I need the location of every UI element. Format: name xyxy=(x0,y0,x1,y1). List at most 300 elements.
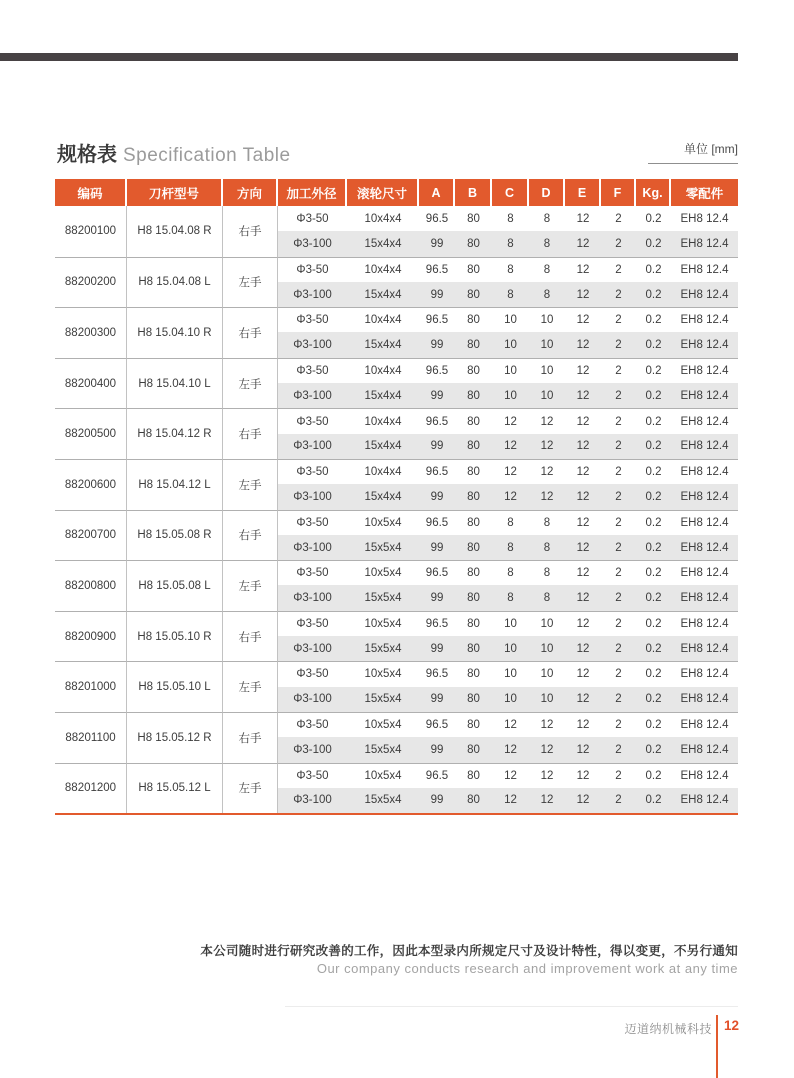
cell-value: 12 xyxy=(565,459,601,484)
cell-value: 2 xyxy=(601,763,636,788)
cell-value: 12 xyxy=(565,358,601,383)
cell-value: 2 xyxy=(601,307,636,332)
cell-value: 2 xyxy=(601,282,636,307)
cell-value: 12 xyxy=(565,737,601,762)
cell-value: Φ3-50 xyxy=(278,510,347,535)
cell-value: 12 xyxy=(565,611,601,636)
cell-value: 12 xyxy=(565,383,601,408)
cell-value: Φ3-50 xyxy=(278,712,347,737)
cell-value: 10x5x4 xyxy=(347,611,419,636)
cell-value: 80 xyxy=(455,434,492,459)
cell-value: Φ3-100 xyxy=(278,332,347,357)
cell-value: 99 xyxy=(419,585,455,610)
cell-value: 0.2 xyxy=(636,206,671,231)
cell-value: 80 xyxy=(455,661,492,686)
cell-value: EH8 12.4 xyxy=(671,307,738,332)
cell-value: 8 xyxy=(492,206,529,231)
cell-value: Φ3-50 xyxy=(278,358,347,383)
cell-value: 12 xyxy=(529,763,565,788)
cell-value: 80 xyxy=(455,611,492,636)
cell-value: EH8 12.4 xyxy=(671,231,738,256)
column-header: F xyxy=(601,179,636,206)
cell-value: 10x4x4 xyxy=(347,257,419,282)
cell-value: 10 xyxy=(492,332,529,357)
cell-value: 12 xyxy=(492,408,529,433)
cell-value: 10 xyxy=(492,383,529,408)
cell-value: 0.2 xyxy=(636,661,671,686)
cell-value: 10x5x4 xyxy=(347,510,419,535)
cell-direction: 左手 xyxy=(223,560,278,611)
cell-value: EH8 12.4 xyxy=(671,687,738,712)
cell-value: 15x4x4 xyxy=(347,332,419,357)
cell-value: Φ3-100 xyxy=(278,383,347,408)
cell-value: 10 xyxy=(529,332,565,357)
cell-code: 88200700 xyxy=(55,510,127,561)
cell-value: 8 xyxy=(529,510,565,535)
unit-underline xyxy=(648,163,738,164)
cell-value: 80 xyxy=(455,585,492,610)
cell-value: 80 xyxy=(455,484,492,509)
cell-value: 96.5 xyxy=(419,307,455,332)
cell-value: Φ3-50 xyxy=(278,611,347,636)
cell-code: 88200600 xyxy=(55,459,127,510)
cell-value: 99 xyxy=(419,231,455,256)
cell-value: 2 xyxy=(601,257,636,282)
cell-value: Φ3-100 xyxy=(278,484,347,509)
cell-value: EH8 12.4 xyxy=(671,206,738,231)
cell-value: 15x5x4 xyxy=(347,636,419,661)
cell-model: H8 15.04.10 R xyxy=(127,307,223,358)
cell-value: 2 xyxy=(601,358,636,383)
cell-value: 0.2 xyxy=(636,231,671,256)
cell-value: 8 xyxy=(529,282,565,307)
cell-value: 80 xyxy=(455,788,492,813)
cell-value: 10 xyxy=(529,358,565,383)
cell-value: 12 xyxy=(565,687,601,712)
cell-value: 2 xyxy=(601,484,636,509)
cell-model: H8 15.05.08 L xyxy=(127,560,223,611)
page-number: 12 xyxy=(724,1018,740,1033)
cell-model: H8 15.04.08 R xyxy=(127,206,223,257)
cell-value: 10x4x4 xyxy=(347,206,419,231)
cell-value: 15x5x4 xyxy=(347,788,419,813)
cell-value: 2 xyxy=(601,459,636,484)
cell-value: 12 xyxy=(565,434,601,459)
cell-direction: 左手 xyxy=(223,358,278,409)
cell-value: 0.2 xyxy=(636,737,671,762)
cell-value: 2 xyxy=(601,585,636,610)
cell-value: 0.2 xyxy=(636,332,671,357)
cell-value: 10x4x4 xyxy=(347,358,419,383)
cell-value: 12 xyxy=(492,788,529,813)
cell-value: 0.2 xyxy=(636,484,671,509)
cell-direction: 左手 xyxy=(223,661,278,712)
cell-value: 12 xyxy=(565,282,601,307)
cell-value: 0.2 xyxy=(636,535,671,560)
cell-value: 12 xyxy=(492,484,529,509)
cell-code: 88201000 xyxy=(55,661,127,712)
cell-value: 80 xyxy=(455,535,492,560)
cell-value: Φ3-100 xyxy=(278,282,347,307)
cell-direction: 左手 xyxy=(223,257,278,308)
cell-code: 88200300 xyxy=(55,307,127,358)
section-title-zh: 规格表 xyxy=(57,144,117,166)
cell-value: 10x5x4 xyxy=(347,560,419,585)
cell-value: 0.2 xyxy=(636,585,671,610)
cell-code: 88200400 xyxy=(55,358,127,409)
spec-row xyxy=(55,712,738,737)
cell-value: 99 xyxy=(419,687,455,712)
column-header: 方向 xyxy=(223,179,278,206)
cell-value: EH8 12.4 xyxy=(671,535,738,560)
cell-value: EH8 12.4 xyxy=(671,434,738,459)
cell-value: 0.2 xyxy=(636,763,671,788)
cell-value: Φ3-50 xyxy=(278,206,347,231)
cell-value: 12 xyxy=(492,459,529,484)
cell-direction: 右手 xyxy=(223,408,278,459)
cell-model: H8 15.05.12 L xyxy=(127,763,223,814)
cell-value: 12 xyxy=(565,307,601,332)
cell-value: 10 xyxy=(492,611,529,636)
unit-note xyxy=(648,140,738,164)
footer-divider xyxy=(285,1006,738,1007)
cell-value: 0.2 xyxy=(636,636,671,661)
cell-value: 15x4x4 xyxy=(347,231,419,256)
cell-value: 0.2 xyxy=(636,788,671,813)
spec-table-head xyxy=(55,179,738,206)
spec-row xyxy=(55,459,738,484)
cell-value: 12 xyxy=(529,459,565,484)
cell-value: EH8 12.4 xyxy=(671,636,738,661)
cell-value: 15x4x4 xyxy=(347,484,419,509)
cell-value: 0.2 xyxy=(636,434,671,459)
cell-value: Φ3-100 xyxy=(278,788,347,813)
cell-value: 8 xyxy=(492,257,529,282)
cell-value: 2 xyxy=(601,560,636,585)
spec-table xyxy=(55,179,738,813)
spec-row xyxy=(55,257,738,282)
cell-model: H8 15.05.08 R xyxy=(127,510,223,561)
cell-direction: 右手 xyxy=(223,712,278,763)
cell-value: 0.2 xyxy=(636,712,671,737)
cell-model: H8 15.05.10 L xyxy=(127,661,223,712)
cell-value: Φ3-50 xyxy=(278,661,347,686)
cell-value: EH8 12.4 xyxy=(671,282,738,307)
spec-row xyxy=(55,206,738,231)
column-header: 滚轮尺寸 xyxy=(347,179,419,206)
column-header: D xyxy=(529,179,565,206)
cell-value: 12 xyxy=(565,257,601,282)
cell-value: 0.2 xyxy=(636,307,671,332)
cell-direction: 左手 xyxy=(223,459,278,510)
cell-value: 8 xyxy=(492,560,529,585)
cell-value: 96.5 xyxy=(419,358,455,383)
cell-value: 99 xyxy=(419,434,455,459)
cell-value: 80 xyxy=(455,560,492,585)
cell-value: Φ3-50 xyxy=(278,307,347,332)
cell-value: 10 xyxy=(529,383,565,408)
cell-direction: 右手 xyxy=(223,206,278,257)
cell-value: 8 xyxy=(529,231,565,256)
cell-value: 15x4x4 xyxy=(347,434,419,459)
cell-model: H8 15.05.12 R xyxy=(127,712,223,763)
cell-value: 12 xyxy=(565,408,601,433)
cell-value: 96.5 xyxy=(419,408,455,433)
cell-value: 10 xyxy=(529,661,565,686)
spec-table-wrap xyxy=(55,179,738,815)
cell-value: 99 xyxy=(419,788,455,813)
cell-value: 2 xyxy=(601,535,636,560)
cell-value: 12 xyxy=(565,510,601,535)
cell-value: 0.2 xyxy=(636,282,671,307)
cell-value: 96.5 xyxy=(419,560,455,585)
cell-value: 96.5 xyxy=(419,611,455,636)
cell-value: 96.5 xyxy=(419,206,455,231)
cell-value: 0.2 xyxy=(636,408,671,433)
cell-value: 80 xyxy=(455,206,492,231)
cell-value: 12 xyxy=(492,434,529,459)
cell-value: 80 xyxy=(455,459,492,484)
cell-code: 88201100 xyxy=(55,712,127,763)
column-header: Kg. xyxy=(636,179,671,206)
cell-value: 15x5x4 xyxy=(347,737,419,762)
cell-value: 10 xyxy=(529,687,565,712)
cell-value: 8 xyxy=(529,257,565,282)
cell-value: 96.5 xyxy=(419,661,455,686)
cell-value: 2 xyxy=(601,332,636,357)
cell-value: 2 xyxy=(601,788,636,813)
cell-value: 10 xyxy=(492,636,529,661)
cell-value: 0.2 xyxy=(636,459,671,484)
cell-code: 88200200 xyxy=(55,257,127,308)
cell-value: 96.5 xyxy=(419,510,455,535)
column-header: 刀杆型号 xyxy=(127,179,223,206)
cell-value: 15x4x4 xyxy=(347,282,419,307)
cell-value: Φ3-100 xyxy=(278,687,347,712)
cell-value: 8 xyxy=(492,535,529,560)
cell-value: 96.5 xyxy=(419,763,455,788)
cell-value: 0.2 xyxy=(636,611,671,636)
cell-value: 99 xyxy=(419,332,455,357)
cell-value: 99 xyxy=(419,282,455,307)
cell-value: 10x5x4 xyxy=(347,712,419,737)
cell-value: 2 xyxy=(601,712,636,737)
cell-value: EH8 12.4 xyxy=(671,585,738,610)
cell-value: 15x5x4 xyxy=(347,535,419,560)
cell-value: EH8 12.4 xyxy=(671,510,738,535)
column-header: 加工外径 xyxy=(278,179,347,206)
cell-value: Φ3-100 xyxy=(278,535,347,560)
cell-value: 0.2 xyxy=(636,383,671,408)
cell-value: 12 xyxy=(565,535,601,560)
cell-model: H8 15.05.10 R xyxy=(127,611,223,662)
cell-value: 80 xyxy=(455,231,492,256)
cell-value: 80 xyxy=(455,636,492,661)
cell-value: 80 xyxy=(455,307,492,332)
column-header: A xyxy=(419,179,455,206)
header-row xyxy=(55,179,738,206)
cell-value: 2 xyxy=(601,408,636,433)
cell-value: 12 xyxy=(565,585,601,610)
footer-separator-line xyxy=(716,1015,718,1078)
cell-value: 96.5 xyxy=(419,712,455,737)
cell-value: 2 xyxy=(601,434,636,459)
column-header: 零配件 xyxy=(671,179,738,206)
cell-model: H8 15.04.12 R xyxy=(127,408,223,459)
cell-code: 88200900 xyxy=(55,611,127,662)
column-header: B xyxy=(455,179,492,206)
column-header: C xyxy=(492,179,529,206)
cell-value: EH8 12.4 xyxy=(671,763,738,788)
spec-row xyxy=(55,560,738,585)
cell-value: 80 xyxy=(455,687,492,712)
cell-value: EH8 12.4 xyxy=(671,788,738,813)
cell-value: 96.5 xyxy=(419,459,455,484)
cell-value: 2 xyxy=(601,687,636,712)
cell-value: 99 xyxy=(419,737,455,762)
cell-value: 80 xyxy=(455,358,492,383)
cell-direction: 右手 xyxy=(223,611,278,662)
cell-value: EH8 12.4 xyxy=(671,332,738,357)
cell-direction: 右手 xyxy=(223,307,278,358)
cell-model: H8 15.04.10 L xyxy=(127,358,223,409)
cell-value: 2 xyxy=(601,383,636,408)
cell-value: 80 xyxy=(455,408,492,433)
cell-value: EH8 12.4 xyxy=(671,712,738,737)
cell-value: EH8 12.4 xyxy=(671,661,738,686)
spec-row xyxy=(55,763,738,788)
cell-value: 12 xyxy=(492,763,529,788)
cell-direction: 右手 xyxy=(223,510,278,561)
cell-value: 80 xyxy=(455,737,492,762)
cell-value: 0.2 xyxy=(636,560,671,585)
cell-value: 80 xyxy=(455,763,492,788)
spec-row xyxy=(55,358,738,383)
spec-row xyxy=(55,307,738,332)
cell-value: 99 xyxy=(419,484,455,509)
cell-value: 8 xyxy=(529,560,565,585)
cell-value: 8 xyxy=(492,282,529,307)
cell-value: 12 xyxy=(565,332,601,357)
cell-value: EH8 12.4 xyxy=(671,257,738,282)
cell-value: EH8 12.4 xyxy=(671,737,738,762)
cell-value: Φ3-50 xyxy=(278,459,347,484)
cell-value: 0.2 xyxy=(636,257,671,282)
cell-value: 12 xyxy=(565,712,601,737)
spec-row xyxy=(55,611,738,636)
cell-value: Φ3-100 xyxy=(278,585,347,610)
cell-value: EH8 12.4 xyxy=(671,484,738,509)
cell-value: 8 xyxy=(529,535,565,560)
cell-direction: 左手 xyxy=(223,763,278,814)
cell-model: H8 15.04.08 L xyxy=(127,257,223,308)
column-header: E xyxy=(565,179,601,206)
cell-value: 12 xyxy=(565,661,601,686)
cell-value: 12 xyxy=(529,788,565,813)
disclaimer-zh: 本公司随时进行研究改善的工作，因此本型录内所规定尺寸及设计特性，得以变更，不另行通知 xyxy=(200,944,738,958)
section-title xyxy=(57,138,738,168)
cell-value: Φ3-100 xyxy=(278,636,347,661)
cell-code: 88200100 xyxy=(55,206,127,257)
cell-code: 88200800 xyxy=(55,560,127,611)
cell-value: 80 xyxy=(455,257,492,282)
unit-label: 单位 [mm] xyxy=(684,142,738,156)
cell-value: 80 xyxy=(455,712,492,737)
cell-value: Φ3-50 xyxy=(278,257,347,282)
cell-value: Φ3-100 xyxy=(278,231,347,256)
cell-value: 0.2 xyxy=(636,510,671,535)
cell-value: 99 xyxy=(419,383,455,408)
cell-value: 2 xyxy=(601,231,636,256)
cell-value: 10 xyxy=(492,307,529,332)
cell-value: 10 xyxy=(492,687,529,712)
cell-code: 88200500 xyxy=(55,408,127,459)
cell-value: 99 xyxy=(419,636,455,661)
cell-value: 2 xyxy=(601,737,636,762)
cell-value: Φ3-100 xyxy=(278,434,347,459)
cell-value: 10 xyxy=(529,307,565,332)
cell-value: 2 xyxy=(601,510,636,535)
cell-value: 12 xyxy=(492,737,529,762)
cell-value: 12 xyxy=(529,408,565,433)
cell-value: 8 xyxy=(492,231,529,256)
cell-value: 12 xyxy=(529,737,565,762)
column-header: 编码 xyxy=(55,179,127,206)
cell-value: 10x4x4 xyxy=(347,408,419,433)
spec-table-body xyxy=(55,206,738,813)
section-title-en: Specification Table xyxy=(123,145,291,166)
cell-value: Φ3-50 xyxy=(278,560,347,585)
cell-value: 0.2 xyxy=(636,358,671,383)
cell-value: 0.2 xyxy=(636,687,671,712)
disclaimer-en: Our company conducts research and improvement work at any time xyxy=(316,961,738,976)
cell-value: 8 xyxy=(492,585,529,610)
cell-value: 10 xyxy=(529,636,565,661)
cell-value: 8 xyxy=(529,585,565,610)
spec-row xyxy=(55,661,738,686)
cell-value: 10x4x4 xyxy=(347,307,419,332)
cell-value: 80 xyxy=(455,332,492,357)
cell-model: H8 15.04.12 L xyxy=(127,459,223,510)
cell-value: 15x4x4 xyxy=(347,383,419,408)
cell-value: Φ3-50 xyxy=(278,763,347,788)
cell-value: 15x5x4 xyxy=(347,687,419,712)
cell-value: 12 xyxy=(529,484,565,509)
cell-value: 12 xyxy=(565,763,601,788)
cell-value: EH8 12.4 xyxy=(671,408,738,433)
cell-value: 12 xyxy=(529,434,565,459)
spec-row xyxy=(55,510,738,535)
cell-value: 12 xyxy=(565,636,601,661)
cell-value: 10x4x4 xyxy=(347,459,419,484)
cell-value: 8 xyxy=(492,510,529,535)
cell-code: 88201200 xyxy=(55,763,127,814)
spec-row xyxy=(55,408,738,433)
cell-value: 12 xyxy=(565,788,601,813)
cell-value: 12 xyxy=(565,206,601,231)
cell-value: 12 xyxy=(565,484,601,509)
cell-value: 99 xyxy=(419,535,455,560)
cell-value: Φ3-50 xyxy=(278,408,347,433)
cell-value: 2 xyxy=(601,661,636,686)
cell-value: 96.5 xyxy=(419,257,455,282)
cell-value: 80 xyxy=(455,383,492,408)
cell-value: 2 xyxy=(601,206,636,231)
cell-value: 10 xyxy=(529,611,565,636)
cell-value: 12 xyxy=(565,560,601,585)
cell-value: 80 xyxy=(455,510,492,535)
footer-brand: 迈道纳机械科技 xyxy=(624,1022,712,1036)
